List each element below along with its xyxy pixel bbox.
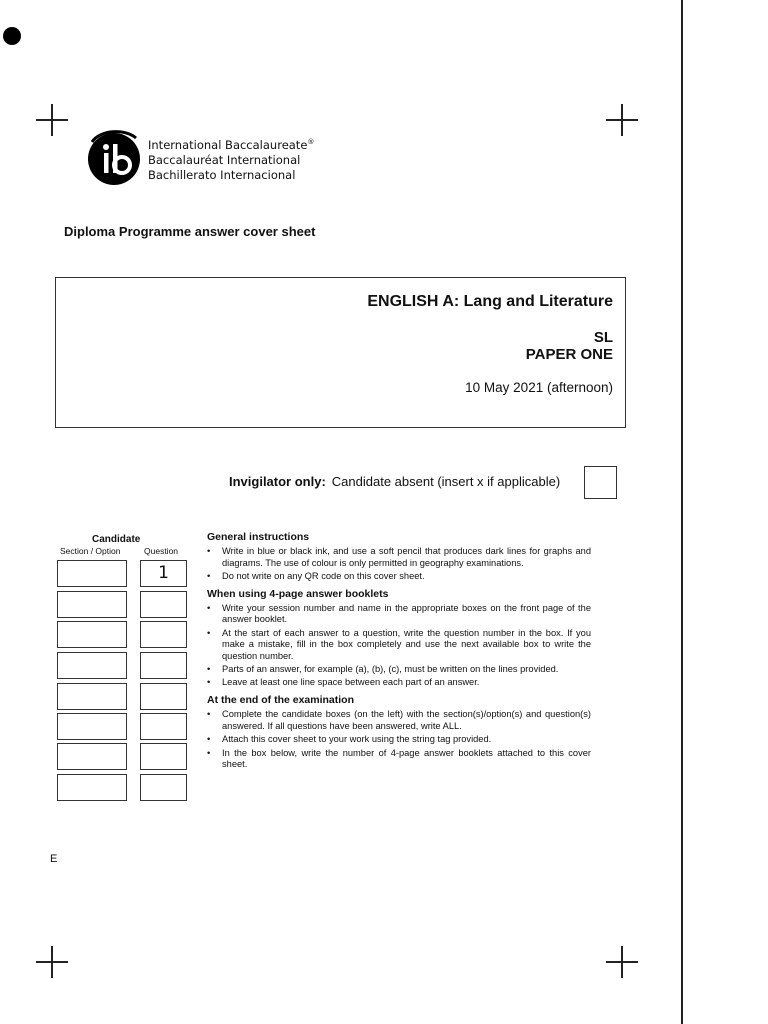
section-option-box[interactable] [57, 774, 127, 801]
ib-logo-text [148, 135, 314, 183]
section-option-box[interactable] [57, 591, 127, 618]
exam-date: 10 May 2021 (afternoon) [465, 380, 613, 395]
invigilator-text: Candidate absent (insert x if applicable) [331, 474, 561, 489]
instruction-item: • Leave at least one line space between each part of an answer. [207, 677, 591, 688]
general-instructions-title: General instructions [207, 531, 310, 543]
cover-sheet-title: Diploma Programme answer cover sheet [64, 224, 316, 239]
exam-paper: PAPER ONE [525, 346, 613, 363]
question-box[interactable] [140, 774, 187, 801]
page-language-letter: E [50, 853, 58, 865]
exam-level: SL [593, 329, 613, 346]
question-box[interactable] [140, 713, 187, 740]
registration-mark-icon [36, 104, 68, 136]
question-header: Question [144, 546, 179, 556]
section-option-box[interactable] [57, 560, 127, 587]
invigilator-line [229, 474, 560, 489]
registered-mark: ® [307, 138, 315, 146]
section-option-box[interactable] [57, 683, 127, 710]
logo-line: Baccalauréat International [148, 152, 301, 167]
candidate-absent-checkbox[interactable] [584, 466, 617, 499]
question-box[interactable] [140, 591, 187, 618]
booklet-instructions-section [207, 589, 591, 689]
section-option-box[interactable] [57, 743, 127, 770]
section-option-box[interactable] [57, 621, 127, 648]
punch-hole-mark [3, 27, 21, 45]
ib-logo-icon [86, 128, 142, 186]
registration-mark-icon [36, 946, 68, 978]
instruction-item: • Complete the candidate boxes (on the left) with the section(s)/option(s) and question(s) answered. If all questions have been answered, write ALL. [207, 709, 591, 732]
exam-subject: ENGLISH A: Lang and Literature [367, 293, 613, 310]
instruction-item: • Write your session number and name in the appropriate boxes on the front page of the answer booklet. [207, 603, 591, 626]
booklet-instructions-title: When using 4-page answer booklets [207, 587, 389, 600]
candidate-title: Candidate [92, 534, 141, 545]
exam-details-box [55, 277, 626, 428]
instructions-panel [207, 532, 591, 776]
instruction-item: • In the box below, write the number of 4-page answer booklets attached to this cover sheet. [207, 748, 591, 771]
instruction-item: • Write in blue or black ink, and use a soft pencil that produces dark lines for graphs and diagrams. The use of colour is only permitted in geography examinations. [207, 546, 591, 569]
question-box[interactable]: 1 [140, 560, 187, 587]
question-box[interactable] [140, 652, 187, 679]
instruction-item: • Parts of an answer, for example (a), (b), (c), must be written on the lines provided. [207, 664, 591, 675]
section-option-box[interactable] [57, 713, 127, 740]
section-option-box[interactable] [57, 652, 127, 679]
logo-line: Bachillerato Internacional [148, 167, 296, 182]
question-box[interactable] [140, 621, 187, 648]
logo-line: International Baccalaureate [148, 137, 308, 152]
instruction-item: • Attach this cover sheet to your work using the string tag provided. [207, 734, 591, 745]
instruction-item: • At the start of each answer to a question, write the question number in the box. If you make a mistake, fill in the box completely and use the next available box to write the question number. [207, 628, 591, 662]
question-box[interactable] [140, 683, 187, 710]
registration-mark-icon [606, 946, 638, 978]
section-option-header: Section / Option [60, 546, 121, 556]
invigilator-label: Invigilator only: [229, 474, 326, 489]
question-box[interactable] [140, 743, 187, 770]
end-instructions-title: At the end of the examination [207, 693, 355, 706]
registration-mark-icon [606, 104, 638, 136]
general-instructions-section [207, 532, 591, 583]
end-instructions-section [207, 695, 591, 770]
instruction-item: • Do not write on any QR code on this cover sheet. [207, 571, 591, 582]
